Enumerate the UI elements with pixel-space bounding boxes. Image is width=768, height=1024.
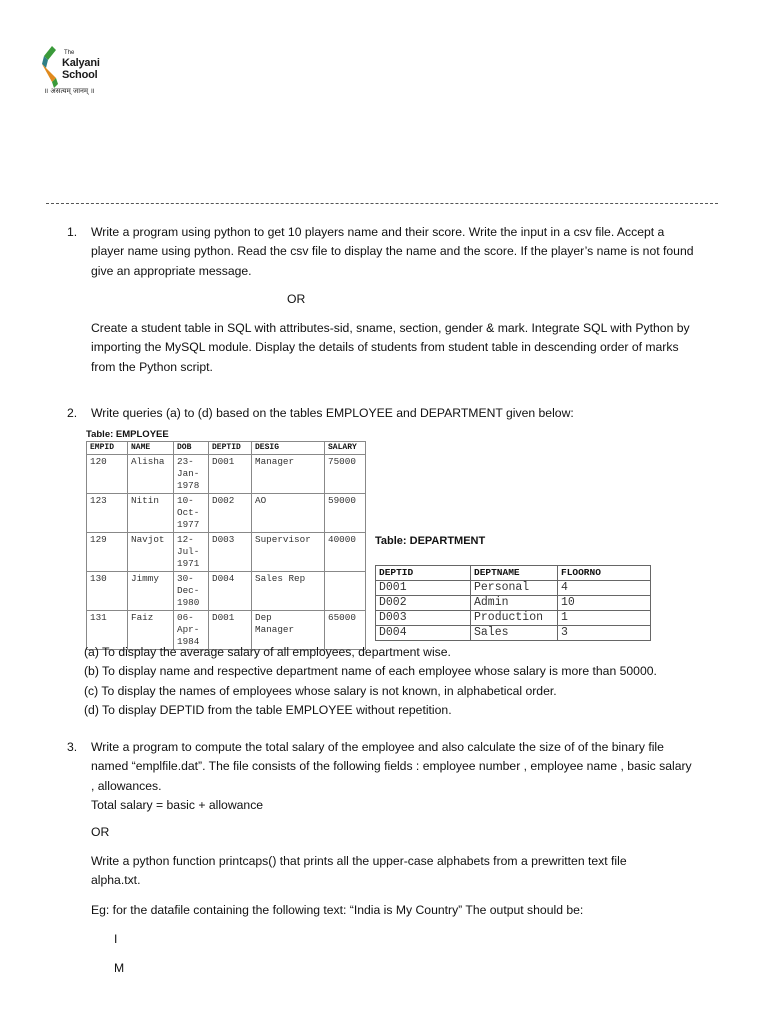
employee-header-cell: SALARY [325, 442, 366, 455]
employee-cell: 12- Jul- 1971 [174, 533, 209, 572]
employee-cell: 120 [87, 455, 128, 494]
department-table-caption: Table: DEPARTMENT [375, 535, 486, 547]
question-3-output-1: I [114, 932, 118, 946]
employee-cell: Dep Manager [252, 611, 325, 650]
employee-cell: 129 [87, 533, 128, 572]
employee-cell: Jimmy [128, 572, 174, 611]
question-2-part-d: (d) To display DEPTID from the table EMPLOYEE without repetition. [84, 702, 452, 717]
question-1-line: player name using python. Read the csv file to display the name and the score. If the player’s name is not found [91, 244, 694, 259]
employee-cell: 23- Jan- 1978 [174, 455, 209, 494]
department-cell: 10 [558, 596, 651, 611]
employee-header-cell: DOB [174, 442, 209, 455]
department-cell: Personal [471, 581, 558, 596]
department-cell: Sales [471, 626, 558, 641]
employee-cell: Navjot [128, 533, 174, 572]
question-3-line: Total salary = basic + allowance [91, 797, 264, 812]
employee-cell: D001 [209, 455, 252, 494]
employee-cell: Manager [252, 455, 325, 494]
logo-motto: ॥ असत्यम् जानम् ॥ [44, 87, 95, 95]
department-cell: D001 [376, 581, 471, 596]
department-header-cell: DEPTID [376, 566, 471, 581]
logo-the-text: The [64, 50, 75, 56]
department-cell: D003 [376, 611, 471, 626]
employee-cell: D004 [209, 572, 252, 611]
logo-name-line1: Kalyani [62, 57, 100, 69]
employee-table-row [87, 572, 366, 611]
question-1-number: 1. [67, 225, 78, 239]
department-table [375, 565, 651, 641]
employee-header-cell: EMPID [87, 442, 128, 455]
question-1-alt-line: importing the MySQL module. Display the details of students from student table in descending order of marks [91, 340, 679, 355]
department-cell: Production [471, 611, 558, 626]
question-1-text [91, 223, 694, 281]
employee-cell: Alisha [128, 455, 174, 494]
question-2-part-b: (b) To display name and respective department name of each employee whose salary is more than 50000. [84, 664, 657, 679]
employee-cell: 10- Oct- 1977 [174, 494, 209, 533]
question-3-line: , allowances. [91, 778, 162, 793]
employee-header-cell: NAME [128, 442, 174, 455]
department-table-body [376, 581, 651, 641]
question-2-subparts [84, 643, 657, 720]
question-3-alt-line: alpha.txt. [91, 873, 141, 888]
question-3-number: 3. [67, 740, 78, 754]
employee-cell: Faiz [128, 611, 174, 650]
department-header-cell: FLOORNO [558, 566, 651, 581]
question-1-line: give an appropriate message. [91, 263, 252, 278]
employee-cell: Nitin [128, 494, 174, 533]
dashed-separator [46, 203, 718, 204]
department-table-row [376, 611, 651, 626]
logo-name [62, 57, 100, 81]
question-3-output-2: M [114, 961, 125, 975]
employee-cell: 131 [87, 611, 128, 650]
employee-cell: D003 [209, 533, 252, 572]
question-1-alt-line: Create a student table in SQL with attributes-sid, sname, section, gender & mark. Integrate SQL with Python by [91, 321, 690, 335]
employee-cell: 30- Dec- 1980 [174, 572, 209, 611]
employee-header-cell: DEPTID [209, 442, 252, 455]
school-logo [42, 44, 132, 104]
employee-table-body [87, 455, 366, 650]
department-table-header-row [376, 566, 651, 581]
department-table-row [376, 596, 651, 611]
employee-cell: 65000 [325, 611, 366, 650]
employee-cell: 123 [87, 494, 128, 533]
question-1-alt-line: from the Python script. [91, 359, 213, 374]
employee-table-row [87, 533, 366, 572]
department-cell: 1 [558, 611, 651, 626]
question-2-part-c: (c) To display the names of employees whose salary is not known, in alphabetical order. [84, 683, 557, 698]
question-1-line: Write a program using python to get 10 players name and their score. Write the input in a csv file. Accept a [91, 225, 665, 239]
question-3-alternative [91, 852, 627, 891]
question-3-line: Write a program to compute the total salary of the employee and also calculate the size of of the binary file [91, 740, 664, 754]
kalyani-logo-icon [42, 46, 62, 88]
question-3-alt-line: Write a python function printcaps() that prints all the upper-case alphabets from a prewritten text file [91, 854, 627, 868]
employee-cell: AO [252, 494, 325, 533]
department-cell: 4 [558, 581, 651, 596]
employee-table-row [87, 494, 366, 533]
department-header-cell: DEPTNAME [471, 566, 558, 581]
department-cell: 3 [558, 626, 651, 641]
question-3-or: OR [91, 825, 110, 839]
employee-cell: Sales Rep [252, 572, 325, 611]
department-cell: D002 [376, 596, 471, 611]
employee-cell: D002 [209, 494, 252, 533]
department-table-row [376, 581, 651, 596]
question-2-number: 2. [67, 406, 78, 420]
question-2-part-a: (a) To display the average salary of all employees, department wise. [84, 645, 451, 659]
employee-table [86, 441, 366, 650]
employee-table-row [87, 455, 366, 494]
question-3-text [91, 738, 692, 815]
question-1-alternative [91, 319, 690, 377]
employee-table-caption: Table: EMPLOYEE [86, 429, 169, 440]
employee-cell [325, 572, 366, 611]
employee-cell: 130 [87, 572, 128, 611]
department-table-row [376, 626, 651, 641]
logo-name-line2: School [62, 69, 98, 81]
employee-header-cell: DESIG [252, 442, 325, 455]
question-1-or: OR [287, 292, 306, 306]
employee-cell: 06- Apr- 1984 [174, 611, 209, 650]
employee-cell: D001 [209, 611, 252, 650]
employee-cell: 40000 [325, 533, 366, 572]
employee-cell: 59000 [325, 494, 366, 533]
question-3-line: named “emplfile.dat”. The file consists of the following fields : employee number , employee name , basic salary [91, 759, 692, 774]
question-2-text: Write queries (a) to (d) based on the tables EMPLOYEE and DEPARTMENT given below: [91, 406, 574, 420]
question-3-example: Eg: for the datafile containing the following text: “India is My Country” The output should be: [91, 903, 584, 917]
employee-table-header-row [87, 442, 366, 455]
department-cell: Admin [471, 596, 558, 611]
employee-cell: 75000 [325, 455, 366, 494]
employee-cell: Supervisor [252, 533, 325, 572]
department-cell: D004 [376, 626, 471, 641]
